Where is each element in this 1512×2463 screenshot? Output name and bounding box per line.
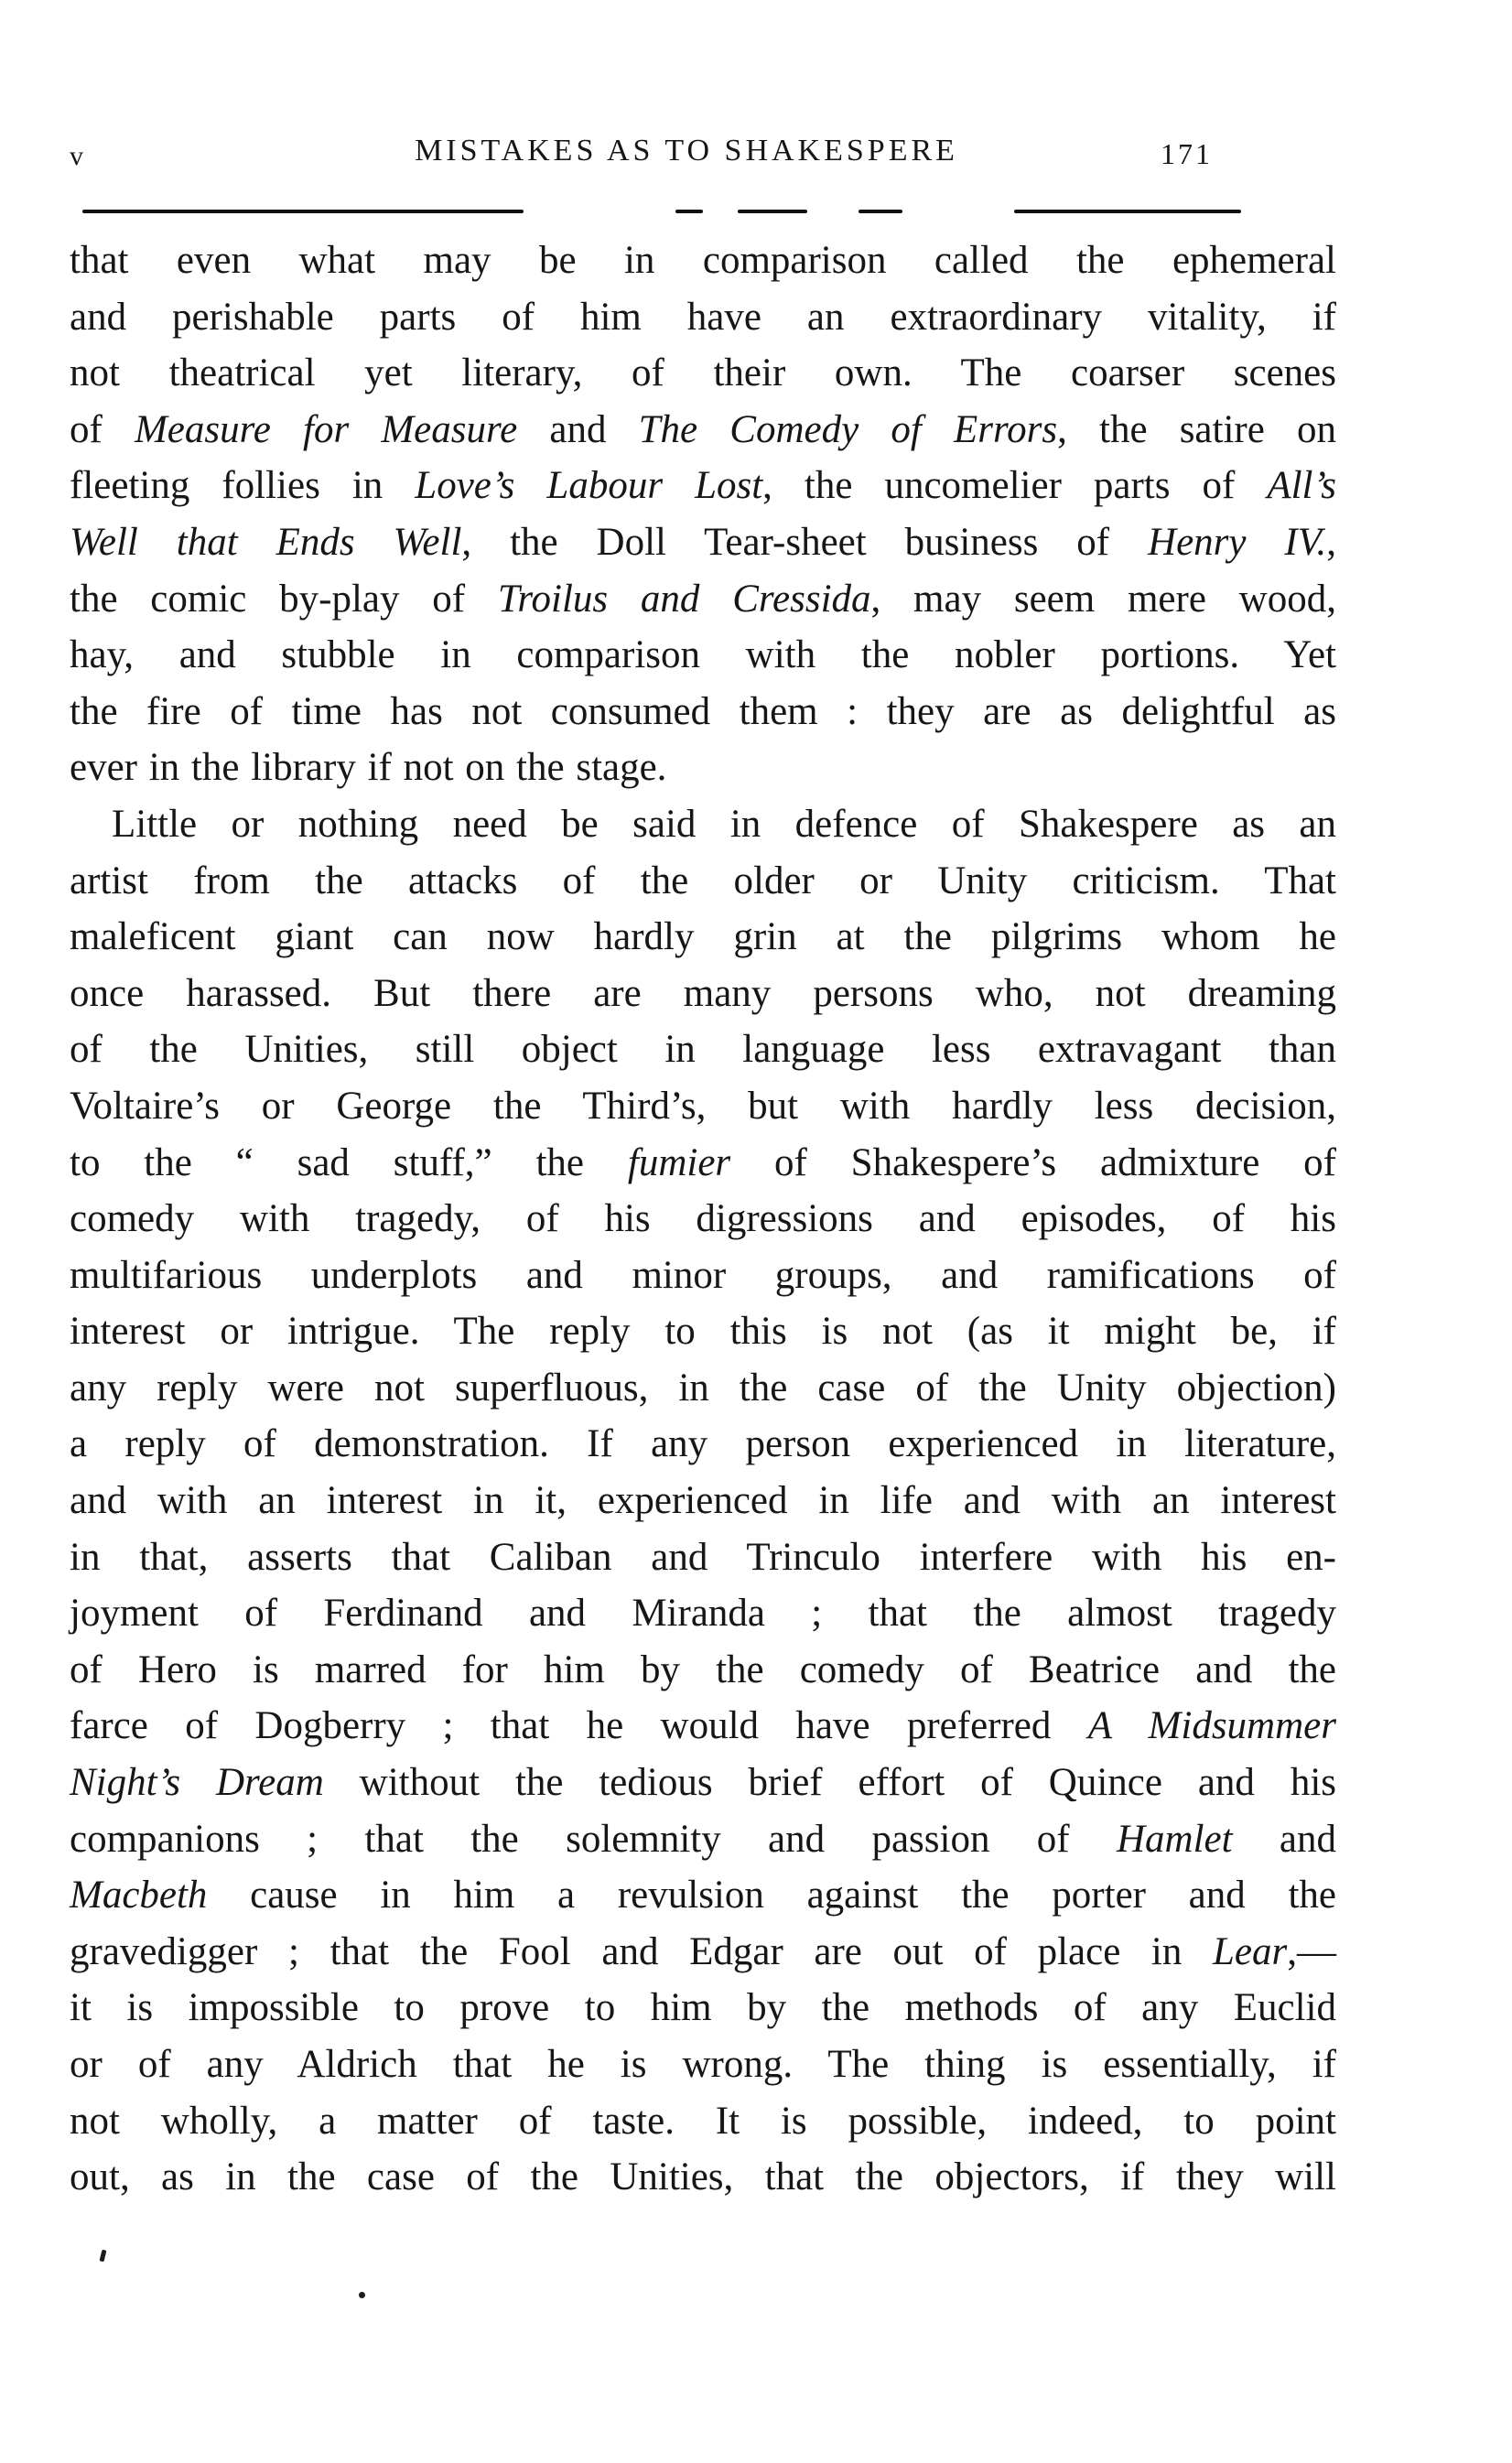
- text-line: [70, 571, 1336, 628]
- text-line: [70, 2149, 1336, 2206]
- page-number: 171: [1161, 137, 1213, 170]
- text-line: [70, 740, 1336, 796]
- text-line: [70, 402, 1336, 459]
- text-run: artist from the attacks of the older or Unity criticism. That: [70, 859, 1336, 902]
- text-run: or of any Aldrich that he is wrong. The thing is essentially, if: [70, 2043, 1336, 2086]
- text-line: [70, 1473, 1336, 1529]
- text-run: joyment of Ferdinand and Miranda ; that the almost tragedy: [70, 1592, 1336, 1636]
- text-run: interest or intrigue. The reply to this is not (as it might be, if: [70, 1310, 1336, 1354]
- text-line: [70, 1811, 1336, 1868]
- text-line: [70, 1191, 1336, 1248]
- work-title-italic: Lear: [1213, 1929, 1288, 1973]
- scan-speck: [100, 2250, 107, 2263]
- page-text: [70, 232, 1336, 2206]
- text-run: ,—: [1287, 1929, 1336, 1973]
- text-run: of the Unities, still object in language less extravagant than: [70, 1028, 1336, 1072]
- work-title-italic: fumier: [627, 1140, 731, 1184]
- text-run: and perishable parts of him have an extraordinary vitality, if: [70, 295, 1336, 339]
- text-run: and: [1232, 1817, 1336, 1861]
- text-run: of Shakespere’s admixture of: [730, 1140, 1336, 1184]
- text-line: [70, 1135, 1336, 1192]
- text-run: not wholly, a matter of taste. It is possible, indeed, to point: [70, 2099, 1336, 2143]
- text-run: hay, and stubble in comparison with the nobler portions. Yet: [70, 633, 1336, 677]
- running-title: MISTAKES AS TO SHAKESPERE: [415, 134, 958, 167]
- text-run: farce of Dogberry ; that he would have preferred: [70, 1704, 1088, 1748]
- work-title-italic: Hamlet: [1116, 1817, 1233, 1861]
- rule-segment: [1014, 210, 1241, 213]
- text-line: [70, 909, 1336, 966]
- work-title-italic: Well that Ends Well: [70, 520, 462, 564]
- text-run: , the Doll Tear-sheet business of: [461, 520, 1149, 564]
- text-run: Little or nothing need be said in defence of Shakespere as an: [112, 802, 1336, 846]
- text-line: [70, 1021, 1336, 1078]
- text-run: not theatrical yet literary, of their own. The coarser scenes: [70, 351, 1336, 395]
- text-run: ever in the library if not on the stage.: [70, 746, 667, 790]
- text-line: [70, 966, 1336, 1022]
- text-run: a reply of demonstration. If any person experienced in literature,: [70, 1422, 1336, 1466]
- text-line: [70, 1924, 1336, 1981]
- text-run: and: [517, 407, 639, 451]
- text-run: the fire of time has not consumed them : they are as delightful as: [70, 689, 1336, 733]
- text-run: ,: [1326, 520, 1336, 564]
- text-line: [70, 627, 1336, 684]
- text-run: once harassed. But there are many persons who, not dreaming: [70, 971, 1336, 1015]
- text-run: gravedigger ; that the Fool and Edgar are out of place in: [70, 1929, 1214, 1973]
- work-title-italic: Macbeth: [70, 1874, 208, 1917]
- work-title-italic: Troilus and Cressida: [497, 577, 871, 621]
- text-run: , may seem mere wood,: [870, 577, 1336, 621]
- text-run: companions ; that the solemnity and passion of: [70, 1817, 1117, 1861]
- work-title-italic: A Midsummer: [1087, 1704, 1336, 1748]
- text-line: [70, 458, 1336, 514]
- rule-segment: [82, 210, 524, 213]
- text-line: [70, 684, 1336, 740]
- text-run: of Hero is marred for him by the comedy of Beatrice and the: [70, 1647, 1336, 1691]
- work-title-italic: Henry IV.: [1148, 520, 1327, 564]
- header-rule: [0, 209, 1512, 214]
- text-line: [70, 1529, 1336, 1586]
- text-line: [70, 1248, 1336, 1304]
- text-run: fleeting follies in: [70, 464, 416, 508]
- text-line: [70, 1303, 1336, 1360]
- text-line: [70, 1360, 1336, 1417]
- text-run: maleficent giant can now hardly grin at the pilgrims whom he: [70, 915, 1336, 959]
- text-run: and with an interest in it, experienced in life and with an interest: [70, 1479, 1336, 1523]
- work-title-italic: Love’s Labour Lost: [415, 464, 763, 508]
- text-line: [70, 345, 1336, 402]
- text-run: cause in him a revulsion against the porter and the: [207, 1874, 1336, 1917]
- text-run: to the “ sad stuff,” the: [70, 1140, 628, 1184]
- text-line: [70, 853, 1336, 910]
- text-line: [70, 1867, 1336, 1924]
- work-title-italic: Night’s Dream: [70, 1761, 324, 1805]
- text-run: any reply were not superfluous, in the case of the Unity objection): [70, 1366, 1336, 1410]
- running-header: [55, 134, 1318, 176]
- text-line: [70, 1642, 1336, 1699]
- text-line: [70, 289, 1336, 346]
- text-line: [70, 514, 1336, 571]
- rule-segment: [675, 210, 703, 213]
- text-run: the comic by-play of: [70, 577, 498, 621]
- work-title-italic: All’s: [1267, 464, 1337, 508]
- text-line: [70, 1755, 1336, 1811]
- text-line: [70, 1416, 1336, 1473]
- text-line: [70, 1078, 1336, 1135]
- text-line: [70, 796, 1336, 853]
- text-run: without the tedious brief effort of Quince and his: [323, 1761, 1336, 1805]
- work-title-italic: Measure for Measure: [134, 407, 518, 451]
- text-line: [70, 2036, 1336, 2093]
- text-run: of: [70, 407, 135, 451]
- text-run: it is impossible to prove to him by the methods of any Euclid: [70, 1986, 1336, 2030]
- paragraph: [70, 232, 1336, 796]
- signature-mark: v: [70, 141, 83, 171]
- text-run: Voltaire’s or George the Third’s, but with hardly less decision,: [70, 1084, 1336, 1128]
- work-title-italic: The Comedy of Errors: [638, 407, 1058, 451]
- paragraph: [70, 796, 1336, 2206]
- text-line: [70, 1585, 1336, 1642]
- text-run: that even what may be in comparison called the ephemeral: [70, 239, 1336, 282]
- text-line: [70, 1980, 1336, 2036]
- rule-segment: [859, 210, 902, 213]
- text-line: [70, 232, 1336, 289]
- text-run: comedy with tragedy, of his digressions and episodes, of his: [70, 1197, 1336, 1241]
- text-run: out, as in the case of the Unities, that the objectors, if they will: [70, 2155, 1336, 2199]
- text-run: multifarious underplots and minor groups, and ramifications of: [70, 1253, 1336, 1297]
- text-line: [70, 1698, 1336, 1755]
- text-run: , the satire on: [1057, 407, 1336, 451]
- text-run: , the uncomelier parts of: [762, 464, 1268, 508]
- text-line: [70, 2093, 1336, 2150]
- scan-speck: [359, 2292, 365, 2298]
- rule-segment: [738, 210, 807, 213]
- text-run: in that, asserts that Caliban and Trinculo interfere with his en-: [70, 1535, 1336, 1579]
